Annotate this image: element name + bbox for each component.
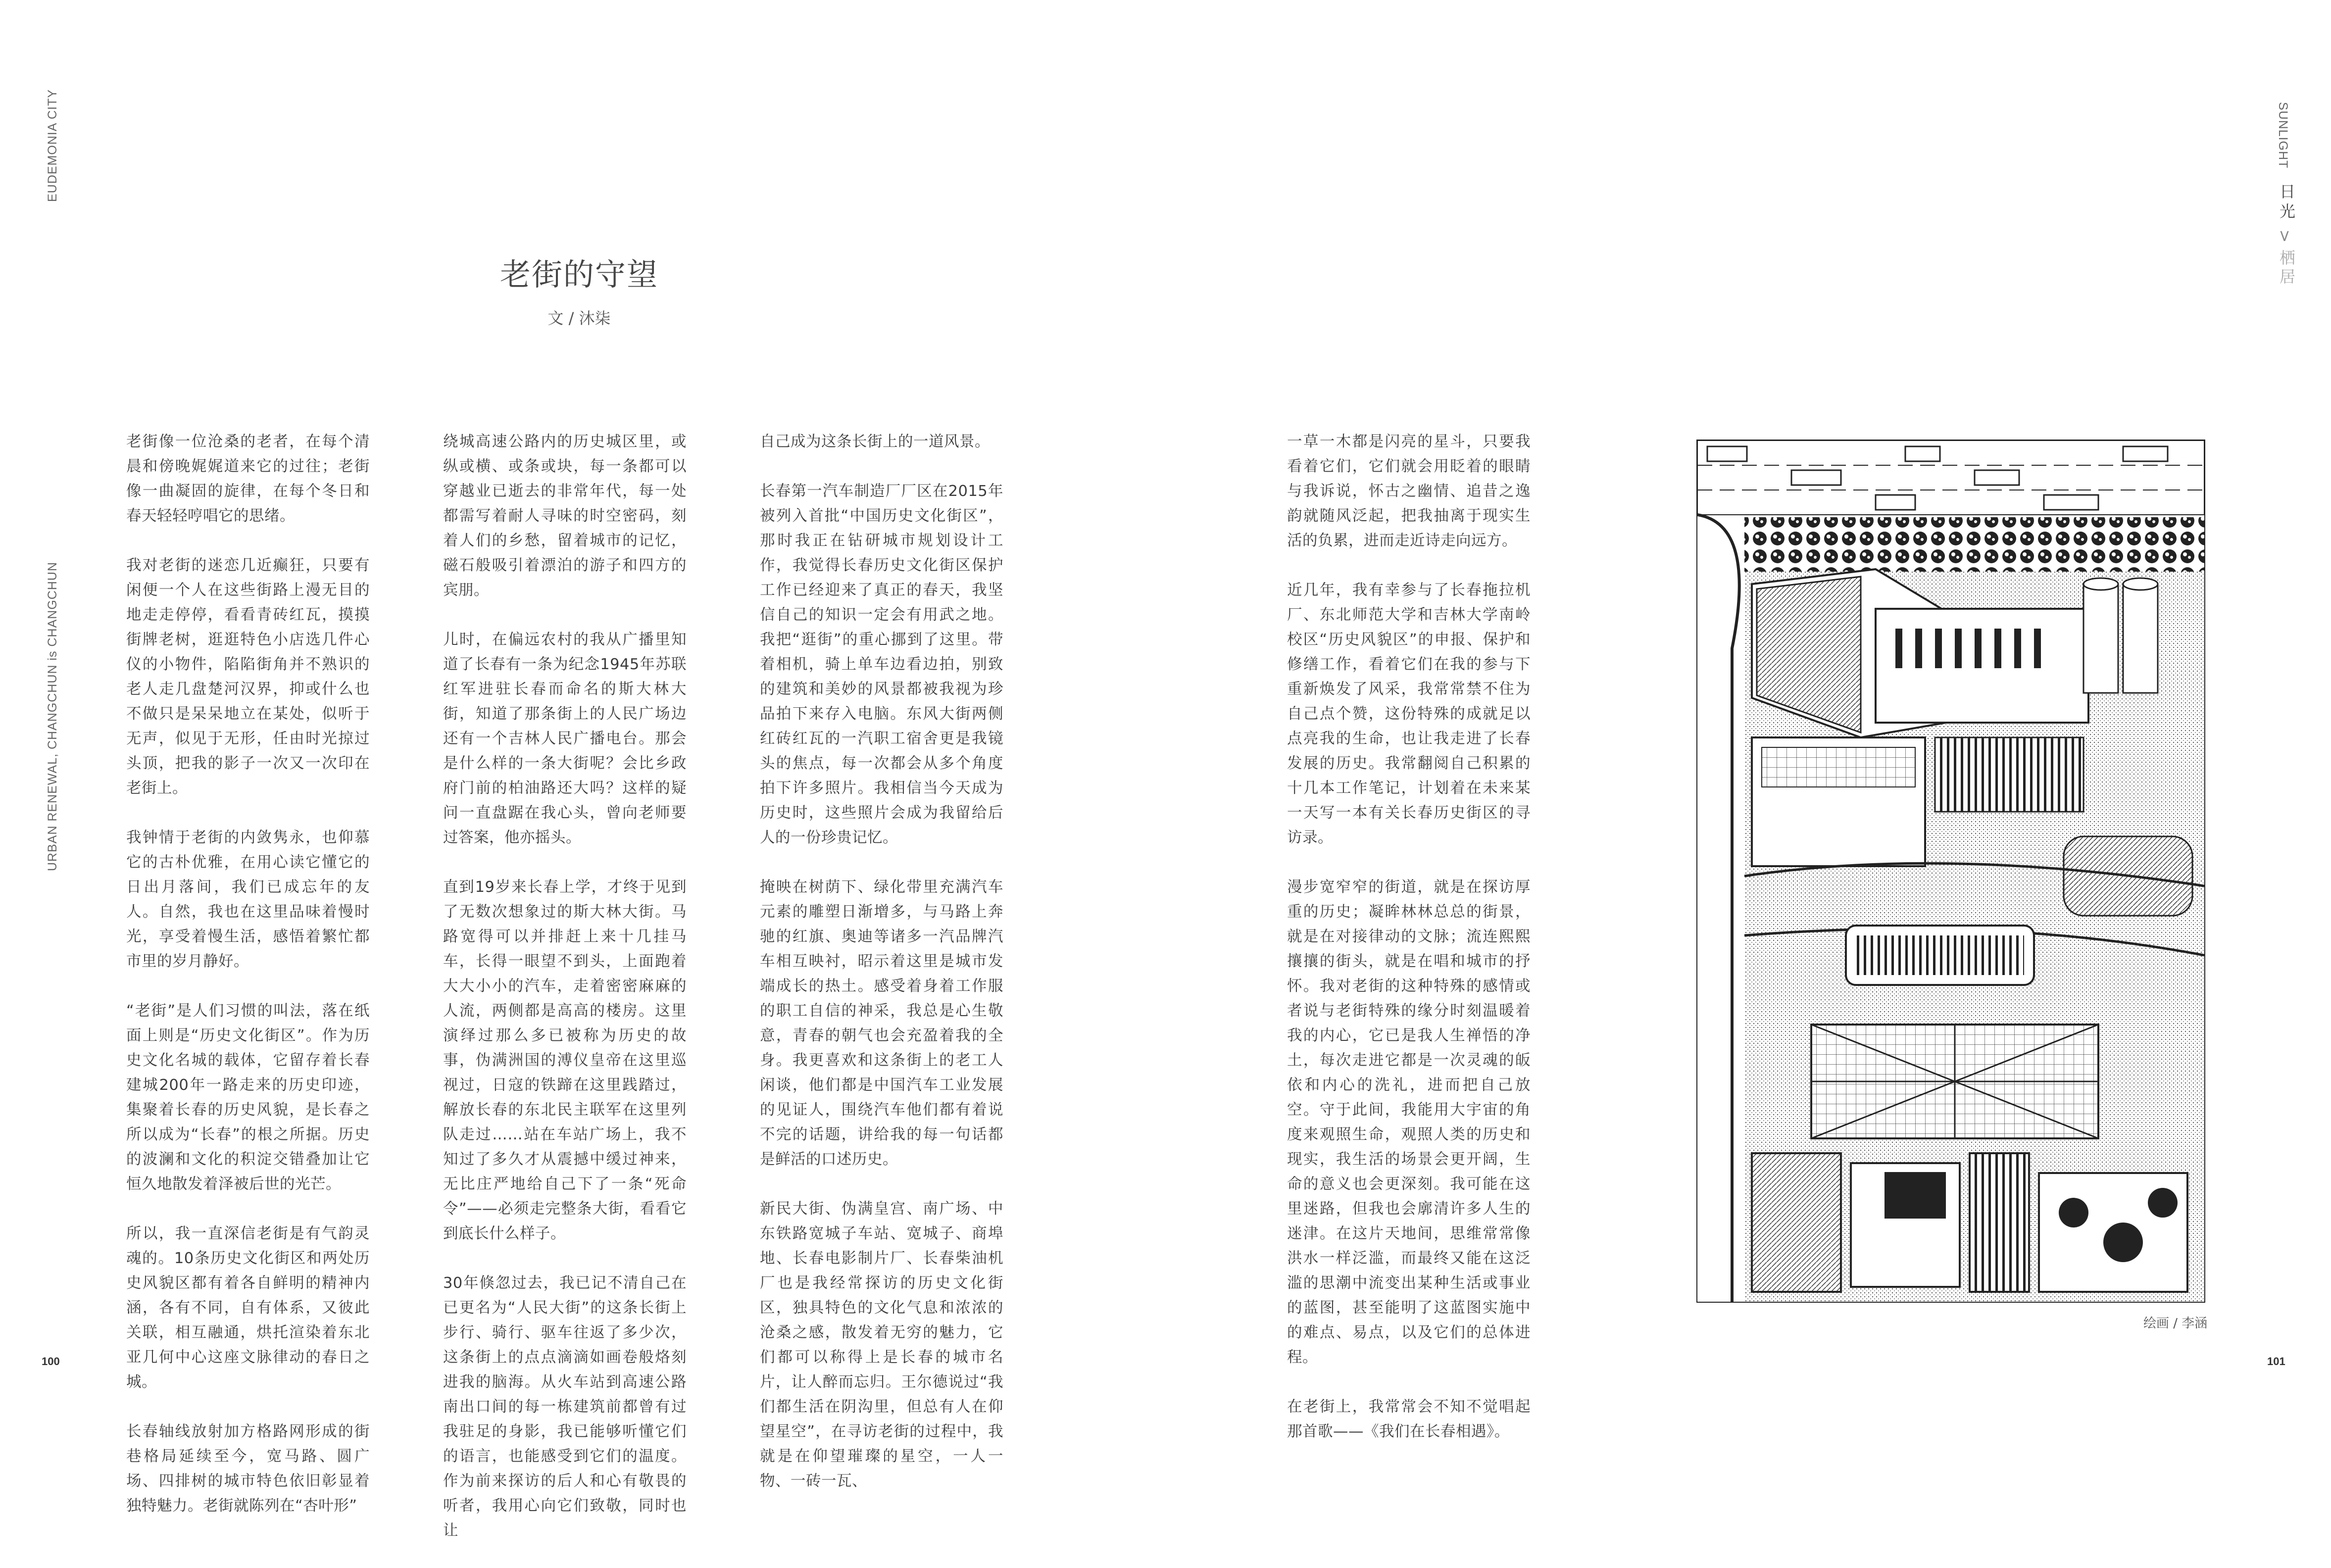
- paragraph: 长春轴线放射加方格路网形成的街巷格局延续至今，宽马路、圆广场、四排树的城市特色依旧彰显着独特魅力。老街就陈列在“杏叶形”: [126, 1423, 370, 1515]
- paragraph: 儿时，在偏远农村的我从广播里知道了长春有一条为纪念1945年苏联红军进驻长春而命名的斯大林大街，知道了那条街上的人民广场边还有一个吉林人民广播电台。那会是什么样的一条大街呢？会比乡政府门前的柏油路还大吗？这样的疑问一直盘踞在我心头，曾向老师要过答案，他亦摇头。: [443, 631, 687, 846]
- paragraph: 近几年，我有幸参与了长春拖拉机厂、东北师范大学和吉林大学南岭校区“历史风貌区”的申报、保护和修缮工作，看着它们在我的参与下重新焕发了风采，我常常禁不住为自己点个赞，这份特殊的成就足以点亮我的生命，也让我走进了长春发展的历史。我常翻阅自己积累的十几本工作笔记，计划着在未来某一天写一本有关长春历史街区的寻访录。: [1287, 582, 1531, 846]
- text-column-1: [126, 430, 370, 1543]
- paragraph: 老街像一位沧桑的老者，在每个清晨和傍晚娓娓道来它的过往；老街像一曲凝固的旋律，在每个冬日和春天轻轻哼唱它的思绪。: [126, 433, 370, 525]
- paragraph: 我钟情于老街的内敛隽永，也仰慕它的古朴优雅，在用心读它懂它的日出月落间，我们已成忘年的友人。自然，我也在这里品味着慢时光，享受着慢生活，感悟着繁忙都市里的岁月静好。: [126, 829, 370, 970]
- paragraph: 一草一木都是闪亮的星斗，只要我看着它们，它们就会用眨着的眼睛与我诉说，怀古之幽情、追昔之逸韵就随风泛起，把我抽离于现实生活的负累，进而走近诗走向远方。: [1287, 433, 1531, 549]
- paragraph: 我对老街的迷恋几近癫狂，只要有闲便一个人在这些街路上漫无目的地走走停停，看看青砖红瓦，摸摸街牌老树，逛逛特色小店选几件心仪的小物件，陷陷街角并不熟识的老人走几盘楚河汉界，抑或什么也不做只是呆呆地立在某处，似听于无声，似见于无形，任由时光掠过头顶，把我的影子一次又一次印在老街上。: [126, 557, 370, 797]
- spine-magazine-name: EUDEMONIA CITY: [46, 89, 59, 202]
- paragraph: 自己成为这条长街上的一道风景。: [760, 433, 990, 450]
- paragraph: 长春第一汽车制造厂厂区在2015年被列入首批“中国历史文化街区”，那时我正在钻研城市规划设计工作，我觉得长春历史文化街区保护工作已经迎来了真正的春天，我坚信自己的知识一定会有用武之地。我把“逛街”的重心挪到了这里。带着相机，骑上单车边看边拍，别致的建筑和美妙的风景都被我视为珍品拍下来存入电脑。东风大街两侧红砖红瓦的一汽职工宿舍更是我镜头的焦点，每一次都会从多个角度拍下许多照片。我相信当今天成为历史时，这些照片会成为我留给后人的一份珍贵记忆。: [760, 483, 1003, 846]
- paragraph: 掩映在树荫下、绿化带里充满汽车元素的雕塑日渐增多，与马路上奔驰的红旗、奥迪等诸多一汽品牌汽车相互映衬，昭示着这里是城市发端成长的热土。感受着身着工作服的职工自信的神采，我总是心生敬意，青春的朝气也会充盈着我的全身。我更喜欢和这条街上的老工人闲谈，他们都是中国汽车工业发展的见证人，围绕汽车他们都有着说不完的话题，讲给我的每一句话都是鲜活的口述历史。: [760, 879, 1003, 1168]
- paragraph: 直到19岁来长春上学，才终于见到了无数次想象过的斯大林大街。马路宽得可以并排赶上来十几挂马车，长得一眼望不到头，上面跑着大大小小的汽车，走着密密麻麻的人流，两侧都是高高的楼房。这里演绎过那么多已被称为历史的故事，伪满洲国的溥仪皇帝在这里巡视过，日寇的铁蹄在这里践踏过，解放长春的东北民主联军在这里列队走过……站在车站广场上，我不知过了多久才从震撼中缓过神来，无比庄严地给自己下了一条“死命令”——必须走完整条大街，看看它到底长什么样子。: [443, 879, 687, 1242]
- paragraph: 绕城高速公路内的历史城区里，或纵或横、或条或块，每一条都可以穿越业已逝去的非常年代，每一处都需写着耐人寻味的时空密码，刻着人们的乡愁，留着城市的记忆，磁石般吸引着漂泊的游子和四方的宾朋。: [443, 433, 687, 599]
- page-number-left: 100: [42, 1355, 60, 1368]
- article-byline: 文 / 沐柒: [547, 309, 611, 328]
- street-illustration: [1696, 440, 2205, 1303]
- chevron-right-icon: >: [2276, 229, 2294, 243]
- spine-section-en: SUNLIGHT: [2276, 102, 2290, 169]
- paragraph: 30年倏忽过去，我已记不清自己在已更名为“人民大街”的这条长街上步行、骑行、驱车往返了多少次，这条街上的点点滴滴如画卷般烙刻进我的脑海。从火车站到高速公路南出口间的每一栋建筑前都曾有过我驻足的身影，我已能够听懂它们的语言，也能感受到它们的温度。作为前来探访的后人和心有敬畏的听者，我用心向它们致敬，同时也让: [443, 1274, 687, 1539]
- spine-series-name: URBAN RENEWAL, CHANGCHUN is CHANGCHUN: [46, 561, 59, 871]
- spine-section-nav: [2276, 183, 2294, 287]
- text-column-4: [1287, 430, 1531, 1469]
- illustration-credit: 绘画 / 李涵: [2143, 1316, 2208, 1331]
- text-column-3: [760, 430, 1003, 1519]
- section-label: 日光: [2277, 183, 2296, 223]
- article-title: 老街的守望: [500, 256, 659, 293]
- text-column-2: [443, 430, 687, 1568]
- paragraph: 漫步宽窄窄的街道，就是在探访厚重的历史；凝眸林林总总的街景，就是在对接律动的文脉；流连熙熙攘攘的街头，就是在唱和城市的抒怀。我对老街的这种特殊的感情或者说与老街特殊的缘分时刻温暖着我的内心，它已是我人生禅悟的净土，每次走进它都是一次灵魂的皈依和内心的洗礼，进而把自己放空。守于此间，我能用大宇宙的角度来观照生命，观照人类的历史和现实，我生活的场景会更开阔，生命的意义也会更深刻。我可能在这里迷路，但我也会廓清许多人生的迷津。在这片天地间，思维常常像洪水一样泛滥，而最终又能在这泛滥的思潮中流变出某种生活或事业的蓝图，甚至能明了这蓝图实施中的难点、易点，以及它们的总体进程。: [1287, 879, 1531, 1366]
- page-number-right: 101: [2267, 1355, 2285, 1368]
- illustration-drawing: [1697, 441, 2204, 1302]
- subsection-label: 栖居: [2277, 249, 2296, 287]
- paragraph: “老街”是人们习惯的叫法，落在纸面上则是“历史文化街区”。作为历史文化名城的载体，它留存着长春建城200年一路走来的历史印迹，集聚着长春的历史风貌，是长春之所以成为“长春”的根之所据。历史的波澜和文化的积淀交错叠加让它恒久地散发着泽被后世的光芒。: [126, 1002, 370, 1193]
- paragraph: 在老街上，我常常会不知不觉唱起那首歌——《我们在长春相遇》。: [1287, 1398, 1531, 1440]
- paragraph: 所以，我一直深信老街是有气韵灵魂的。10条历史文化街区和两处历史风貌区都有着各自鲜明的精神内涵，各有不同，自有体系，又彼此关联，相互融通，烘托渲染着东北亚几何中心这座文脉律动的春日之城。: [126, 1225, 370, 1391]
- paragraph: 新民大街、伪满皇宫、南广场、中东铁路宽城子车站、宽城子、商埠地、长春电影制片厂、长春柴油机厂也是我经常探访的历史文化街区，独具特色的文化气息和浓浓的沧桑之感，散发着无穷的魅力，它们都可以称得上是长春的城市名片，让人醉而忘归。王尔德说过“我们都生活在阴沟里，但总有人在仰望星空”，在寻访老街的过程中，我就是在仰望璀璨的星空，一人一物、一砖一瓦、: [760, 1200, 1003, 1490]
